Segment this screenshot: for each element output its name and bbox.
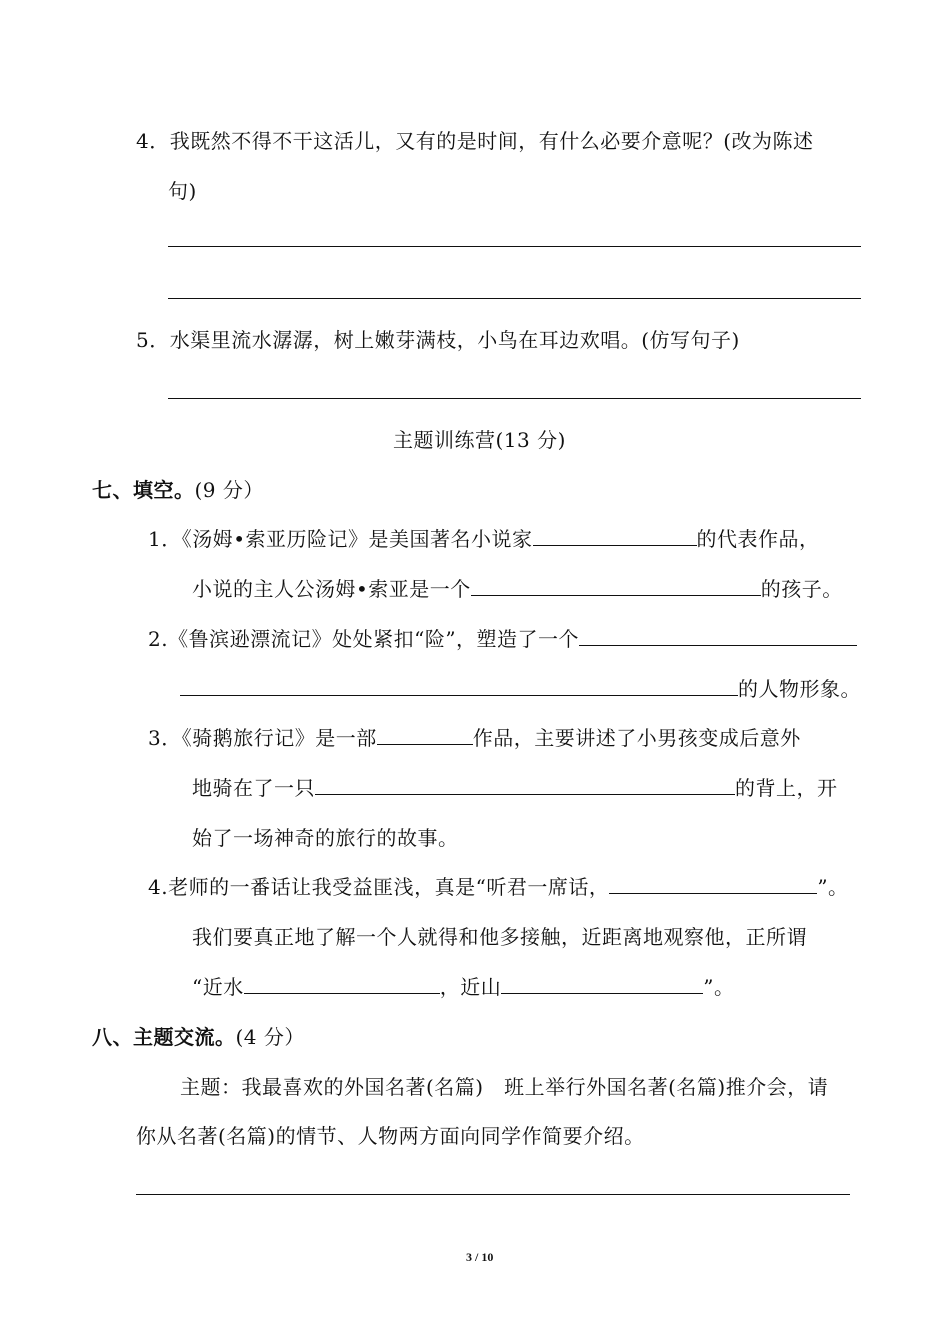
blank[interactable] xyxy=(377,724,473,745)
question-4 xyxy=(136,127,814,155)
fill-item-4-text: ，近山 xyxy=(439,975,502,999)
answer-line[interactable] xyxy=(168,398,861,399)
fill-item-1-number: 1． xyxy=(148,527,182,551)
fill-item-4-number: 4. xyxy=(148,875,169,899)
section-title: 主题训练营(13 分) xyxy=(393,428,566,452)
section-8-prompt-line-2: 你从名著(名篇)的情节、人物两方面向同学作简要介绍。 xyxy=(136,1124,645,1148)
blank[interactable] xyxy=(533,525,697,546)
fill-item-3-text: 地骑在了一只 xyxy=(192,776,315,800)
fill-item-3-text: 的背上，开 xyxy=(735,776,838,800)
fill-item-4-text: ”。 xyxy=(817,875,849,899)
question-5 xyxy=(136,326,740,354)
fill-item-1-text: 《汤姆•索亚历险记》是美国著名小说家 xyxy=(181,527,533,551)
fill-item-4-text: “近水 xyxy=(192,975,244,999)
section-8-score: (4 分） xyxy=(235,1025,305,1049)
fill-item-1-text: 小说的主人公汤姆•索亚是一个 xyxy=(192,577,471,601)
blank[interactable] xyxy=(180,675,738,696)
section-7-score: (9 分） xyxy=(194,478,264,502)
fill-item-2-text: 《鲁滨逊漂流记》处处紧扣“险”，塑造了一个 xyxy=(168,627,580,651)
fill-item-4-line-3 xyxy=(192,973,734,1001)
fill-item-1-line-1 xyxy=(148,525,820,553)
section-8-heading xyxy=(92,1023,305,1051)
fill-item-3-text: 作品，主要讲述了小男孩变成后意外 xyxy=(472,726,801,750)
blank[interactable] xyxy=(579,625,857,646)
fill-item-4-line-2: 我们要真正地了解一个人就得和他多接触，近距离地观察他，正所谓 xyxy=(192,925,807,949)
question-5-text: 水渠里流水潺潺，树上嫩芽满枝，小鸟在耳边欢唱。(仿写句子) xyxy=(169,328,740,352)
blank[interactable] xyxy=(609,873,817,894)
fill-item-1-text: 的孩子。 xyxy=(760,577,843,601)
fill-item-1-line-2 xyxy=(192,575,843,603)
fill-item-2-line-2 xyxy=(180,675,861,703)
fill-item-3-line-1 xyxy=(148,724,801,752)
section-7-heading xyxy=(92,476,264,504)
answer-line[interactable] xyxy=(168,298,861,299)
question-4-continued: 句) xyxy=(168,179,197,203)
section-8-prompt-line-1: 主题：我最喜欢的外国名著(名篇) 班上举行外国名著(名篇)推介会，请 xyxy=(180,1075,829,1099)
fill-item-2-text: 的人物形象。 xyxy=(738,677,861,701)
fill-item-3-number: 3． xyxy=(148,726,182,750)
blank[interactable] xyxy=(315,774,735,795)
fill-item-4-line-1 xyxy=(148,873,849,901)
answer-line[interactable] xyxy=(136,1194,850,1195)
blank[interactable] xyxy=(471,575,761,596)
answer-line[interactable] xyxy=(168,246,861,247)
fill-item-3-text: 《骑鹅旅行记》是一部 xyxy=(181,726,377,750)
question-5-number: 5． xyxy=(136,328,170,352)
page-number: 3 / 10 xyxy=(466,1250,494,1264)
fill-item-2-line-1 xyxy=(148,625,857,653)
section-8-label: 八、主题交流。 xyxy=(92,1025,236,1049)
fill-item-4-text: 老师的一番话让我受益匪浅，真是“听君一席话， xyxy=(168,875,610,899)
fill-item-4-text: ”。 xyxy=(703,975,735,999)
blank[interactable] xyxy=(501,973,703,994)
fill-item-1-text: 的代表作品， xyxy=(696,527,820,551)
fill-item-3-line-2 xyxy=(192,774,838,802)
blank[interactable] xyxy=(244,973,440,994)
section-7-label: 七、填空。 xyxy=(92,478,195,502)
question-4-text: 我既然不得不干这活儿，又有的是时间，有什么必要介意呢？(改为陈述 xyxy=(169,129,814,153)
question-4-number: 4． xyxy=(136,129,170,153)
fill-item-3-line-3: 始了一场神奇的旅行的故事。 xyxy=(192,826,459,850)
fill-item-2-number: 2. xyxy=(148,627,169,651)
